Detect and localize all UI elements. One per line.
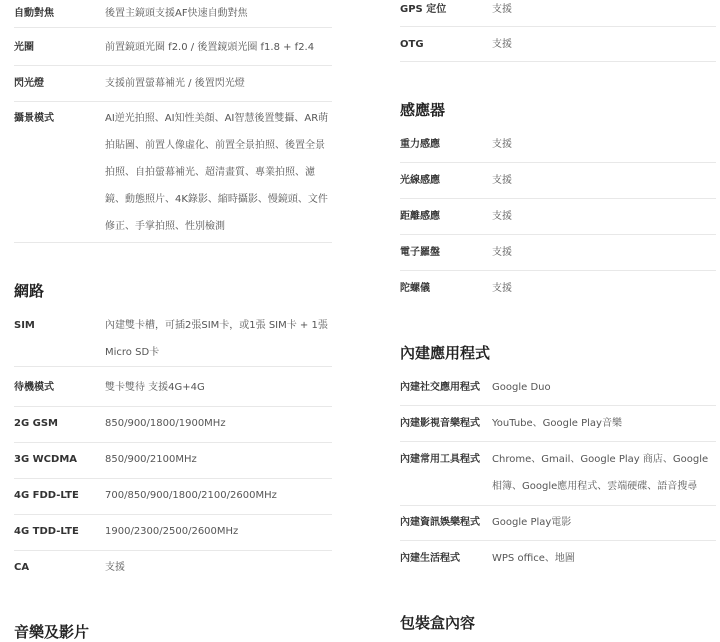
- spec-value: 850/900/1800/1900MHz: [105, 418, 226, 429]
- spec-label: 內建資訊娛樂程式: [400, 517, 480, 528]
- spec-label: 電子羅盤: [400, 247, 440, 258]
- spec-row-gyroscope: [400, 275, 716, 303]
- spec-value: 支援: [492, 175, 512, 186]
- section-title-box-contents: 包裝盒內容: [400, 614, 476, 632]
- spec-value: Chrome、Gmail、Google Play 商店、Google相簿、Google應用程式、雲端硬碟、語音搜尋: [492, 454, 709, 492]
- spec-label: 4G TDD-LTE: [14, 526, 79, 537]
- spec-label: 2G GSM: [14, 418, 59, 429]
- spec-value: 支援: [492, 39, 512, 50]
- spec-row-3g: [14, 446, 332, 479]
- section-title-apps: 內建應用程式: [400, 344, 491, 362]
- spec-value: 700/850/900/1800/2100/2600MHz: [105, 490, 277, 501]
- spec-row-media-apps: [400, 410, 716, 442]
- spec-row-life-apps: [400, 545, 716, 573]
- spec-label: 4G FDD-LTE: [14, 490, 79, 501]
- spec-value: 支援: [492, 211, 512, 222]
- spec-label: OTG: [400, 39, 424, 50]
- spec-row-distance: [400, 203, 716, 235]
- spec-value: 支援前置螢幕補光 / 後置閃光燈: [105, 78, 245, 89]
- section-title-network: 網路: [14, 282, 45, 300]
- spec-row-standby: [14, 374, 332, 407]
- spec-row-otg: [400, 31, 716, 62]
- spec-row-aperture: [14, 33, 332, 66]
- spec-row-autofocus: [14, 0, 332, 28]
- spec-label: GPS 定位: [400, 4, 447, 15]
- spec-value: Google Play電影: [492, 517, 572, 528]
- spec-row-compass: [400, 239, 716, 271]
- spec-label: 3G WCDMA: [14, 454, 78, 465]
- spec-label: 光線感應: [400, 175, 440, 186]
- spec-value: YouTube、Google Play音樂: [492, 418, 622, 429]
- spec-row-camera-modes: [14, 105, 332, 243]
- spec-label: CA: [14, 562, 30, 573]
- spec-value: 後置主鏡頭支援AF快速自動對焦: [105, 8, 248, 19]
- spec-label: 光圈: [14, 42, 34, 53]
- spec-label: 攝景模式: [14, 113, 54, 124]
- section-title-music-video: 音樂及影片: [14, 623, 90, 641]
- spec-value: 1900/2300/2500/2600MHz: [105, 526, 239, 537]
- spec-label: 重力感應: [400, 139, 440, 150]
- spec-value: 850/900/2100MHz: [105, 454, 197, 465]
- spec-row-light: [400, 167, 716, 199]
- spec-row-entertainment-apps: [400, 509, 716, 541]
- spec-row-tool-apps: [400, 446, 716, 506]
- spec-row-ca: [14, 554, 332, 582]
- spec-value: 支援: [492, 4, 512, 15]
- spec-row-4g-tdd: [14, 518, 332, 551]
- spec-value: AI逆光拍照、AI知性美顏、AI智慧後置雙攝、AR萌拍貼圖、前置人像虛化、前置全景拍照、後置全景拍照、自拍螢幕補光、超清畫質、專業拍照、濾鏡、動態照片、4K錄影、縮時攝影、慢鏡頭、文件修正、手掌拍照、性別檢測: [105, 113, 329, 232]
- spec-value: 雙卡雙待 支援4G+4G: [105, 382, 205, 393]
- spec-value: 內建雙卡槽，可插2張SIM卡，或1張 SIM卡 + 1張 Micro SD卡: [105, 320, 328, 358]
- spec-label: SIM: [14, 320, 35, 331]
- spec-value: 支援: [492, 283, 512, 294]
- spec-row-flash: [14, 69, 332, 102]
- spec-value: 支援: [105, 562, 125, 573]
- spec-value: 支援: [492, 139, 512, 150]
- section-title-sensors: 感應器: [400, 101, 446, 119]
- spec-label: 內建生活程式: [400, 553, 460, 564]
- spec-label: 閃光燈: [14, 78, 44, 89]
- spec-label: 自動對焦: [14, 8, 54, 19]
- spec-label: 內建社交應用程式: [400, 382, 480, 393]
- spec-label: 待機模式: [14, 382, 54, 393]
- spec-row-social-apps: [400, 374, 716, 406]
- spec-value: 前置鏡頭光圈 f2.0 / 後置鏡頭光圈 f1.8 + f2.4: [105, 42, 315, 53]
- spec-label: 內建影視音樂程式: [400, 418, 480, 429]
- spec-label: 內建常用工具程式: [400, 454, 480, 465]
- spec-value: 支援: [492, 247, 512, 258]
- spec-label: 距離感應: [400, 211, 440, 222]
- spec-row-gps: [400, 0, 716, 27]
- spec-value: Google Duo: [492, 382, 551, 393]
- spec-row-gravity: [400, 131, 716, 163]
- spec-value: WPS office、地圖: [492, 553, 575, 564]
- spec-row-2g: [14, 410, 332, 443]
- spec-row-4g-fdd: [14, 482, 332, 515]
- spec-row-sim: [14, 312, 332, 367]
- spec-label: 陀螺儀: [400, 283, 430, 294]
